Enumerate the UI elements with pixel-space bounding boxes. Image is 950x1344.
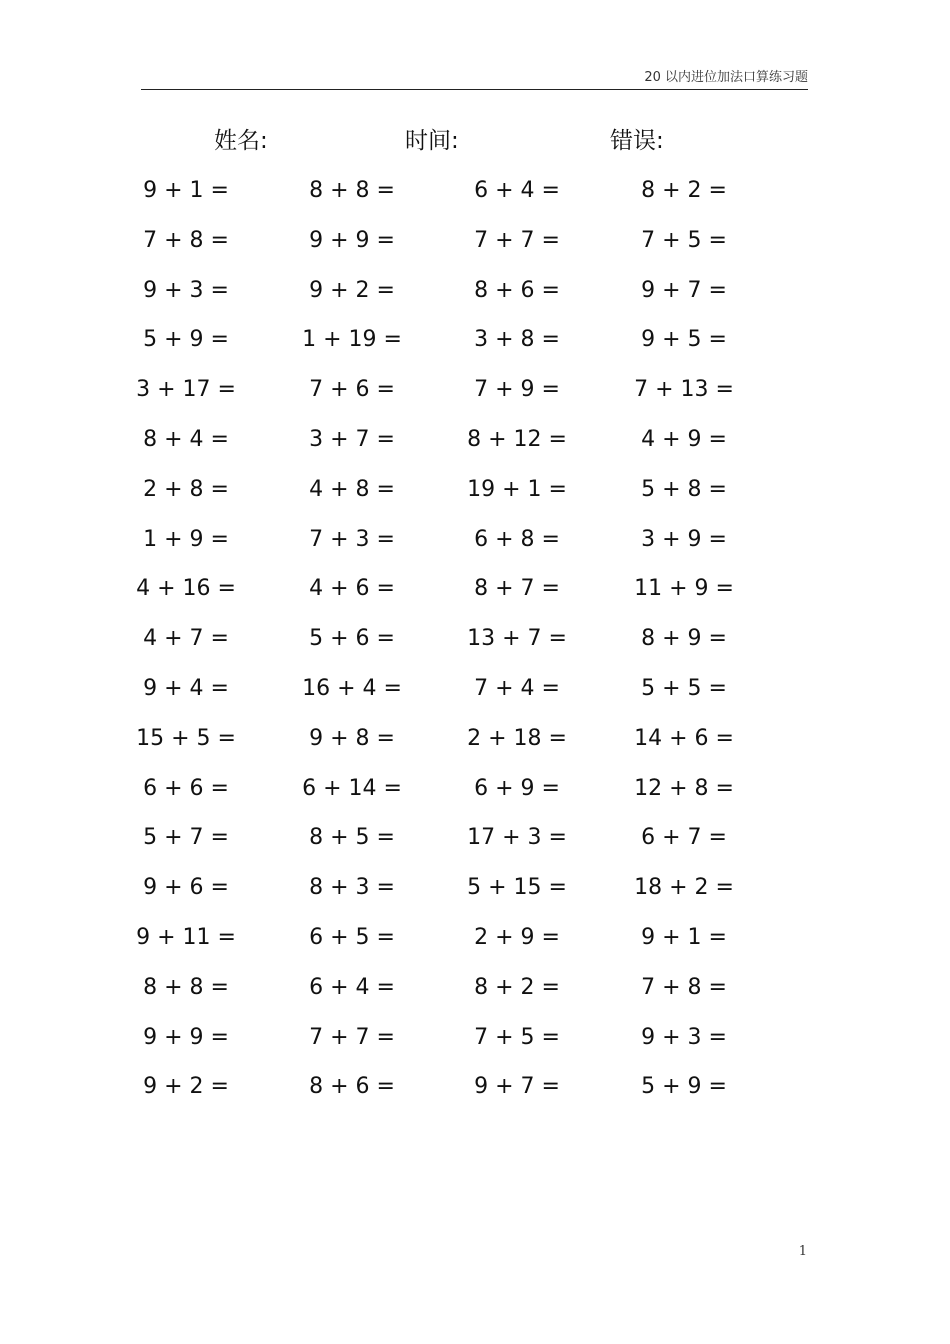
problem-item: 8 + 4 = bbox=[143, 427, 229, 452]
problem-item: 9 + 1 = bbox=[641, 925, 727, 950]
problem-item: 4 + 8 = bbox=[309, 476, 395, 502]
problem-item: 4 + 9 = bbox=[641, 427, 727, 452]
problem-item: 8 + 9 = bbox=[641, 626, 727, 652]
problem-item: 8 + 7 = bbox=[474, 576, 560, 602]
problem-item: 9 + 9 = bbox=[143, 1024, 229, 1050]
problem-item: 16 + 4 = bbox=[302, 676, 402, 701]
problem-item: 7 + 5 = bbox=[641, 227, 727, 253]
problem-item: 3 + 7 = bbox=[309, 427, 395, 452]
problem-item: 7 + 4 = bbox=[474, 676, 560, 701]
problem-item: 2 + 18 = bbox=[467, 725, 567, 751]
problem-item: 9 + 4 = bbox=[143, 676, 229, 701]
problem-item: 9 + 3 = bbox=[143, 277, 229, 303]
problem-item: 8 + 6 = bbox=[474, 277, 560, 303]
problem-item: 4 + 6 = bbox=[309, 576, 395, 602]
problem-item: 6 + 4 = bbox=[309, 974, 395, 1000]
problem-item: 9 + 2 = bbox=[143, 1074, 229, 1100]
problem-item: 7 + 13 = bbox=[634, 377, 734, 403]
page-header bbox=[141, 62, 808, 90]
problem-item: 5 + 9 = bbox=[143, 327, 229, 353]
problem-item: 9 + 3 = bbox=[641, 1024, 727, 1050]
problem-item: 8 + 2 = bbox=[474, 974, 560, 1000]
problem-item: 9 + 1 = bbox=[143, 178, 229, 203]
problem-item: 3 + 9 = bbox=[641, 526, 727, 552]
problem-item: 1 + 19 = bbox=[302, 327, 402, 353]
problem-item: 8 + 2 = bbox=[641, 178, 727, 203]
problem-item: 14 + 6 = bbox=[634, 725, 734, 751]
problem-item: 9 + 6 = bbox=[143, 875, 229, 901]
page-number: 1 bbox=[798, 1244, 807, 1259]
problem-item: 9 + 2 = bbox=[309, 277, 395, 303]
problem-item: 17 + 3 = bbox=[467, 825, 567, 851]
problem-item: 7 + 8 = bbox=[143, 227, 229, 253]
problem-item: 7 + 8 = bbox=[641, 974, 727, 1000]
problem-item: 9 + 11 = bbox=[136, 925, 236, 950]
problem-item: 8 + 3 = bbox=[309, 875, 395, 901]
problem-item: 6 + 7 = bbox=[641, 825, 727, 851]
problem-item: 3 + 17 = bbox=[136, 377, 236, 403]
problem-item: 6 + 6 = bbox=[143, 775, 229, 801]
problem-item: 5 + 5 = bbox=[641, 676, 727, 701]
problem-item: 7 + 7 = bbox=[474, 227, 560, 253]
problem-item: 7 + 5 = bbox=[474, 1024, 560, 1050]
problem-item: 8 + 5 = bbox=[309, 825, 395, 851]
problem-item: 8 + 12 = bbox=[467, 427, 567, 452]
problem-item: 9 + 7 = bbox=[474, 1074, 560, 1100]
problem-item: 7 + 3 = bbox=[309, 526, 395, 552]
problem-item: 9 + 5 = bbox=[641, 327, 727, 353]
problem-item: 19 + 1 = bbox=[467, 476, 567, 502]
problem-item: 12 + 8 = bbox=[634, 775, 734, 801]
problem-item: 8 + 8 = bbox=[143, 974, 229, 1000]
problem-item: 2 + 8 = bbox=[143, 476, 229, 502]
problem-item: 9 + 8 = bbox=[309, 725, 395, 751]
problem-item: 15 + 5 = bbox=[136, 725, 236, 751]
problem-item: 7 + 6 = bbox=[309, 377, 395, 403]
problem-item: 6 + 4 = bbox=[474, 178, 560, 203]
problem-item: 5 + 15 = bbox=[467, 875, 567, 901]
name-label: 姓名: bbox=[214, 128, 268, 154]
problem-item: 6 + 8 = bbox=[474, 526, 560, 552]
problem-item: 4 + 7 = bbox=[143, 626, 229, 652]
page-header-title: 20 以内进位加法口算练习题 bbox=[644, 70, 808, 85]
problem-item: 9 + 9 = bbox=[309, 227, 395, 253]
problem-item: 5 + 9 = bbox=[641, 1074, 727, 1100]
problem-item: 3 + 8 = bbox=[474, 327, 560, 353]
problem-item: 5 + 7 = bbox=[143, 825, 229, 851]
time-label: 时间: bbox=[405, 128, 459, 154]
problem-item: 5 + 8 = bbox=[641, 476, 727, 502]
problem-item: 13 + 7 = bbox=[467, 626, 567, 652]
problem-item: 1 + 9 = bbox=[143, 526, 229, 552]
problem-item: 11 + 9 = bbox=[634, 576, 734, 602]
problem-item: 5 + 6 = bbox=[309, 626, 395, 652]
problem-item: 6 + 9 = bbox=[474, 775, 560, 801]
problem-item: 18 + 2 = bbox=[634, 875, 734, 901]
problem-item: 8 + 8 = bbox=[309, 178, 395, 203]
problem-item: 6 + 14 = bbox=[302, 775, 402, 801]
problem-item: 2 + 9 = bbox=[474, 925, 560, 950]
problem-item: 6 + 5 = bbox=[309, 925, 395, 950]
problem-item: 9 + 7 = bbox=[641, 277, 727, 303]
problem-item: 8 + 6 = bbox=[309, 1074, 395, 1100]
problem-item: 7 + 9 = bbox=[474, 377, 560, 403]
problem-item: 4 + 16 = bbox=[136, 576, 236, 602]
errors-label: 错误: bbox=[610, 128, 664, 154]
problem-item: 7 + 7 = bbox=[309, 1024, 395, 1050]
